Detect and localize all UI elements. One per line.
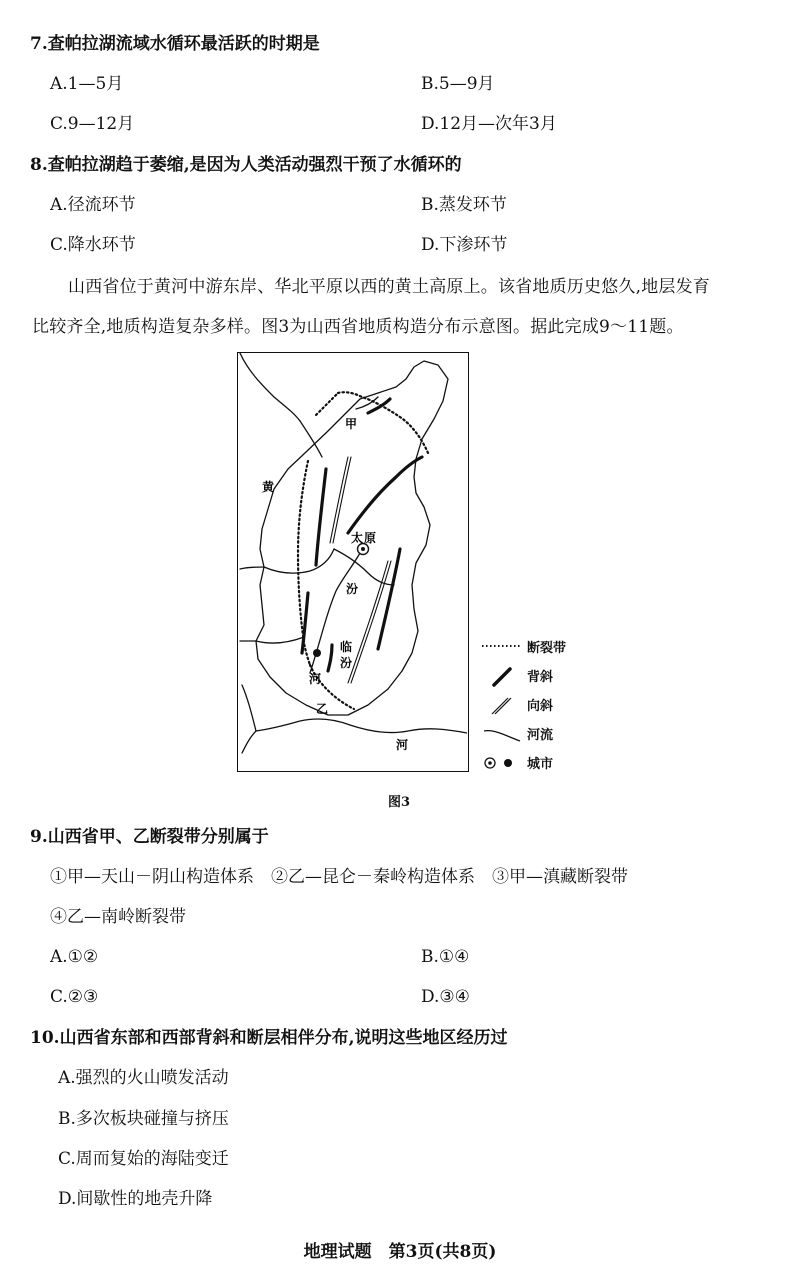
label-huang: 黄	[262, 480, 275, 494]
question-10-option-b: B.多次板块碰撞与挤压	[58, 1109, 229, 1129]
legend-city-label: 城市	[527, 757, 554, 772]
river-upper-left	[240, 353, 300, 421]
map-legend	[480, 635, 600, 780]
question-9-statements-1: ①甲—天山－阴山构造体系 ②乙—昆仑－秦岭构造体系 ③甲—滇藏断裂带	[50, 867, 628, 887]
passage-line-2: 比较齐全,地质构造复杂多样。图3为山西省地质构造分布示意图。据此完成9～11题。	[32, 317, 684, 337]
legend-river-label: 河流	[527, 728, 554, 743]
question-7-option-c: C.9—12月	[50, 114, 135, 134]
figure-caption: 图3	[388, 795, 411, 810]
question-8-stem: 8.查帕拉湖趋于萎缩,是因为人类活动强烈干预了水循环的	[30, 155, 462, 175]
map-drawing	[238, 353, 467, 770]
fault-zone-north	[316, 393, 338, 415]
anticline-1	[348, 457, 422, 533]
question-8-option-a: A.径流环节	[50, 195, 136, 215]
anticline-5	[328, 645, 332, 671]
question-7-option-a: A.1—5月	[50, 74, 124, 94]
legend-anticline-label: 背斜	[527, 670, 554, 685]
legend-syncline	[480, 693, 600, 722]
question-7-option-d: D.12月—次年3月	[421, 114, 557, 134]
question-10-option-c: C.周而复始的海陆变迁	[58, 1149, 229, 1169]
question-10-option-d: D.间歇性的地壳升降	[58, 1189, 213, 1209]
city-taiyuan-marker	[358, 544, 369, 555]
label-yi: 乙	[316, 702, 329, 716]
label-fen: 汾	[346, 582, 359, 596]
question-9-option-d: D.③④	[421, 987, 470, 1007]
label-he-left: 河	[309, 672, 322, 686]
label-he-bottom: 河	[396, 738, 409, 752]
legend-anticline-symbol	[480, 667, 524, 687]
city-linfen-marker	[313, 649, 321, 657]
legend-fault-label: 断裂带	[527, 641, 567, 656]
page-footer: 地理试题 第3页(共8页)	[303, 1242, 497, 1262]
question-9-option-a: A.①②	[50, 947, 99, 967]
label-linfen-2: 汾	[340, 656, 353, 670]
question-9-option-b: B.①④	[421, 947, 470, 967]
legend-syncline-label: 向斜	[527, 699, 554, 714]
legend-anticline	[480, 664, 600, 693]
label-taiyuan-2: 原	[364, 531, 377, 545]
legend-city	[480, 751, 600, 780]
river-yellow-bottom	[256, 719, 467, 733]
legend-fault-symbol	[480, 638, 524, 654]
question-8-option-c: C.降水环节	[50, 235, 136, 255]
anticline-2	[316, 469, 326, 565]
question-10-option-a: A.强烈的火山喷发活动	[58, 1068, 229, 1088]
legend-fault-zone	[480, 635, 600, 664]
anticline-4	[378, 549, 400, 649]
passage-line-1: 山西省位于黄河中游东岸、华北平原以西的黄土高原上。该省地质历史悠久,地层发育	[68, 277, 711, 297]
question-8-option-d: D.下渗环节	[421, 235, 508, 255]
question-10-stem: 10.山西省东部和西部背斜和断层相伴分布,说明这些地区经历过	[30, 1028, 508, 1048]
label-linfen-1: 临	[340, 640, 353, 654]
question-9-option-c: C.②③	[50, 987, 99, 1007]
question-7-stem: 7.查帕拉湖流域水循环最活跃的时期是	[30, 34, 320, 54]
syncline-1	[330, 457, 348, 543]
question-9-stem: 9.山西省甲、乙断裂带分别属于	[30, 827, 269, 847]
legend-river	[480, 722, 600, 751]
syncline-2	[348, 561, 388, 683]
legend-river-symbol	[480, 725, 524, 745]
legend-city-symbol	[480, 754, 524, 774]
shanxi-geology-map	[237, 352, 469, 772]
question-9-statements-2: ④乙—南岭断裂带	[50, 907, 186, 927]
question-8-option-b: B.蒸发环节	[421, 195, 507, 215]
legend-syncline-symbol	[480, 696, 524, 716]
question-7-option-b: B.5—9月	[421, 74, 495, 94]
label-jia: 甲	[345, 417, 358, 431]
label-taiyuan-1: 太	[351, 531, 364, 545]
